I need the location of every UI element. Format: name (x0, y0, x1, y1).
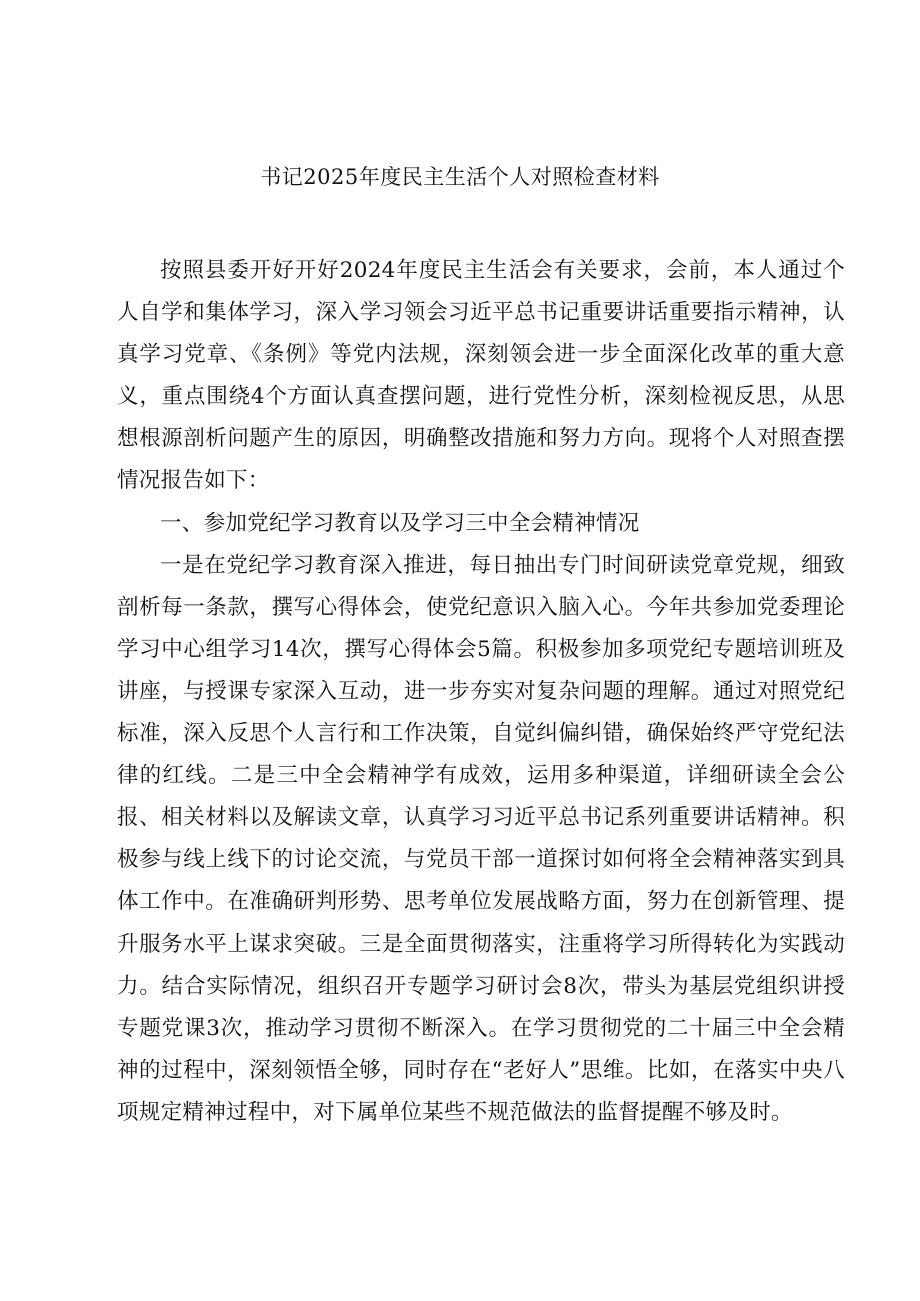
section-heading: 一、参加党纪学习教育以及学习三中全会精神情况 (160, 510, 640, 536)
document-title: 书记2025年度民主生活个人对照检查材料 (260, 165, 660, 189)
section-paragraph: 一是在党纪学习教育深入推进，每日抽出专门时间研读党章党规，细致剖析每一条款，撰写心得体会，使党纪意识入脑入心。今年共参加党委理论学习中心组学习14次，撰写心得体会5篇。积极参加多项党纪专题培训班及讲座，与授课专家深入互动，进一步夯实对复杂问题的理解。通过对照党纪标准，深入反思个人言行和工作决策，自觉纠偏纠错，确保始终严守党纪法律的红线。二是三中全会精神学有成效，运用多种渠道，详细研读全会公报、相关材料以及解读文章，认真学习习近平总书记系列重要讲话精神。积极参与线上线下的讨论交流，与党员干部一道探讨如何将全会精神落实到具体工作中。在准确研判形势、思考单位发展战略方面，努力在创新管理、提升服务水平上谋求突破。三是全面贯彻落实，注重将学习所得转化为实践动力。结合实际情况，组织召开专题学习研讨会8次，带头为基层党组织讲授专题党课3次，推动学习贯彻不断深入。在学习贯彻党的二十届三中全会精神的过程中，深刻领悟全够，同时存在“老好人”思维。比如，在落实中央八项规定精神过程中，对下属单位某些不规范做法的监督提醒不够及时。 (117, 552, 845, 1125)
document-body (117, 250, 845, 1134)
intro-paragraph: 按照县委开好开好2024年度民主生活会有关要求，会前，本人通过个人自学和集体学习，深入学习领会习近平总书记重要讲话重要指示精神，认真学习党章、《条例》等党内法规，深刻领会进一步全面深化改革的重大意义，重点围绕4个方面认真查摆问题，进行党性分析，深刻检视反思，从思想根源剖析问题产生的原因，明确整改措施和努力方向。现将个人对照查摆情况报告如下： (117, 258, 845, 494)
